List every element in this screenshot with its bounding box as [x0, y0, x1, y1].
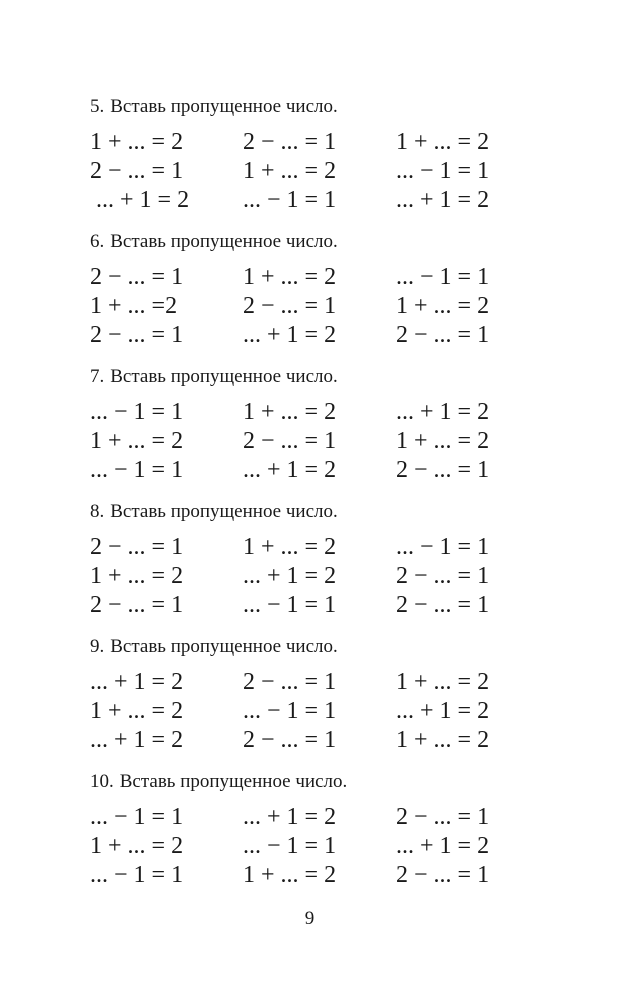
exercise-title — [90, 501, 530, 523]
equation: 2 − ... = 1 — [243, 129, 337, 155]
equation: ... + 1 = 2 — [243, 457, 337, 483]
equation: 2 − ... = 1 — [90, 592, 184, 618]
equation: ... − 1 = 1 — [396, 534, 490, 560]
equation: ... − 1 = 1 — [90, 862, 184, 888]
exercise-instruction: Вставь пропущенное число. — [119, 771, 348, 792]
equation: ... + 1 = 2 — [90, 187, 190, 213]
equation: 1 + ... = 2 — [90, 833, 184, 859]
exercise-number: 7. — [90, 366, 105, 387]
equation: 2 − ... = 1 — [396, 457, 490, 483]
equation: 1 + ... = 2 — [243, 534, 337, 560]
exercise-9 — [90, 636, 530, 755]
exercise-10 — [90, 771, 530, 890]
exercise-title — [90, 231, 530, 253]
equation: 2 − ... = 1 — [396, 563, 490, 589]
exercise-instruction: Вставь пропущенное число. — [110, 231, 338, 252]
equation: 1 + ... = 2 — [243, 264, 337, 290]
exercise-8 — [90, 501, 530, 620]
equation: ... + 1 = 2 — [90, 669, 184, 695]
equation: 1 + ... = 2 — [243, 158, 337, 184]
exercise-title — [90, 636, 530, 658]
exercise-title — [90, 96, 530, 118]
equation: ... + 1 = 2 — [396, 698, 490, 724]
equation: ... + 1 = 2 — [396, 187, 490, 213]
equation: ... − 1 = 1 — [243, 833, 337, 859]
equation: 2 − ... = 1 — [90, 264, 184, 290]
equation: 1 + ... = 2 — [243, 862, 337, 888]
equation: ... + 1 = 2 — [243, 322, 337, 348]
page-number: 9 — [304, 908, 315, 929]
exercise-5 — [90, 96, 530, 215]
exercise-instruction: Вставь пропущенное число. — [110, 636, 338, 657]
equation: 1 + ... = 2 — [396, 428, 490, 454]
equation: ... − 1 = 1 — [90, 399, 184, 425]
equation: 2 − ... = 1 — [90, 534, 184, 560]
equation: 1 + ... = 2 — [396, 727, 490, 753]
equation: ... − 1 = 1 — [243, 187, 337, 213]
equation: 2 − ... = 1 — [243, 428, 337, 454]
exercise-number: 5. — [90, 96, 105, 117]
equation: 2 − ... = 1 — [90, 322, 184, 348]
equation: 2 − ... = 1 — [243, 727, 337, 753]
equation: ... + 1 = 2 — [396, 399, 490, 425]
equation: 2 − ... = 1 — [243, 293, 337, 319]
equation: 2 − ... = 1 — [396, 804, 490, 830]
exercise-instruction: Вставь пропущенное число. — [110, 96, 338, 117]
equation: ... − 1 = 1 — [90, 804, 184, 830]
equation: ... − 1 = 1 — [243, 698, 337, 724]
equation: 2 − ... = 1 — [396, 592, 490, 618]
equation: ... + 1 = 2 — [396, 833, 490, 859]
equation: ... + 1 = 2 — [243, 804, 337, 830]
exercise-number: 10. — [90, 771, 114, 792]
exercise-7 — [90, 366, 530, 485]
equation: ... − 1 = 1 — [396, 264, 490, 290]
equation: ... + 1 = 2 — [243, 563, 337, 589]
exercise-6 — [90, 231, 530, 350]
exercise-number: 8. — [90, 501, 105, 522]
equation: 1 + ... = 2 — [90, 428, 184, 454]
equation-grid — [90, 668, 530, 755]
equation-grid — [90, 803, 530, 890]
exercise-number: 6. — [90, 231, 105, 252]
equation: 2 − ... = 1 — [90, 158, 184, 184]
exercise-title — [90, 366, 530, 388]
equation: ... + 1 = 2 — [90, 727, 184, 753]
equation: 1 + ... = 2 — [396, 129, 490, 155]
equation: ... − 1 = 1 — [243, 592, 337, 618]
exercise-instruction: Вставь пропущенное число. — [110, 501, 338, 522]
equation: ... − 1 = 1 — [90, 457, 184, 483]
equation: 2 − ... = 1 — [243, 669, 337, 695]
equation: 1 + ... = 2 — [90, 563, 184, 589]
exercise-instruction: Вставь пропущенное число. — [110, 366, 338, 387]
exercise-title — [90, 771, 530, 793]
equation: ... − 1 = 1 — [396, 158, 490, 184]
equation: 1 + ... = 2 — [396, 669, 490, 695]
equation-grid — [90, 398, 530, 485]
equation: 1 + ... = 2 — [396, 293, 490, 319]
equation-grid — [90, 533, 530, 620]
equation-grid — [90, 263, 530, 350]
equation: 1 + ... = 2 — [90, 129, 184, 155]
equation: 2 − ... = 1 — [396, 322, 490, 348]
equation: 1 + ... =2 — [90, 293, 178, 319]
equation-grid — [90, 128, 530, 215]
exercise-number: 9. — [90, 636, 105, 657]
equation: 1 + ... = 2 — [90, 698, 184, 724]
equation: 1 + ... = 2 — [243, 399, 337, 425]
equation: 2 − ... = 1 — [396, 862, 490, 888]
